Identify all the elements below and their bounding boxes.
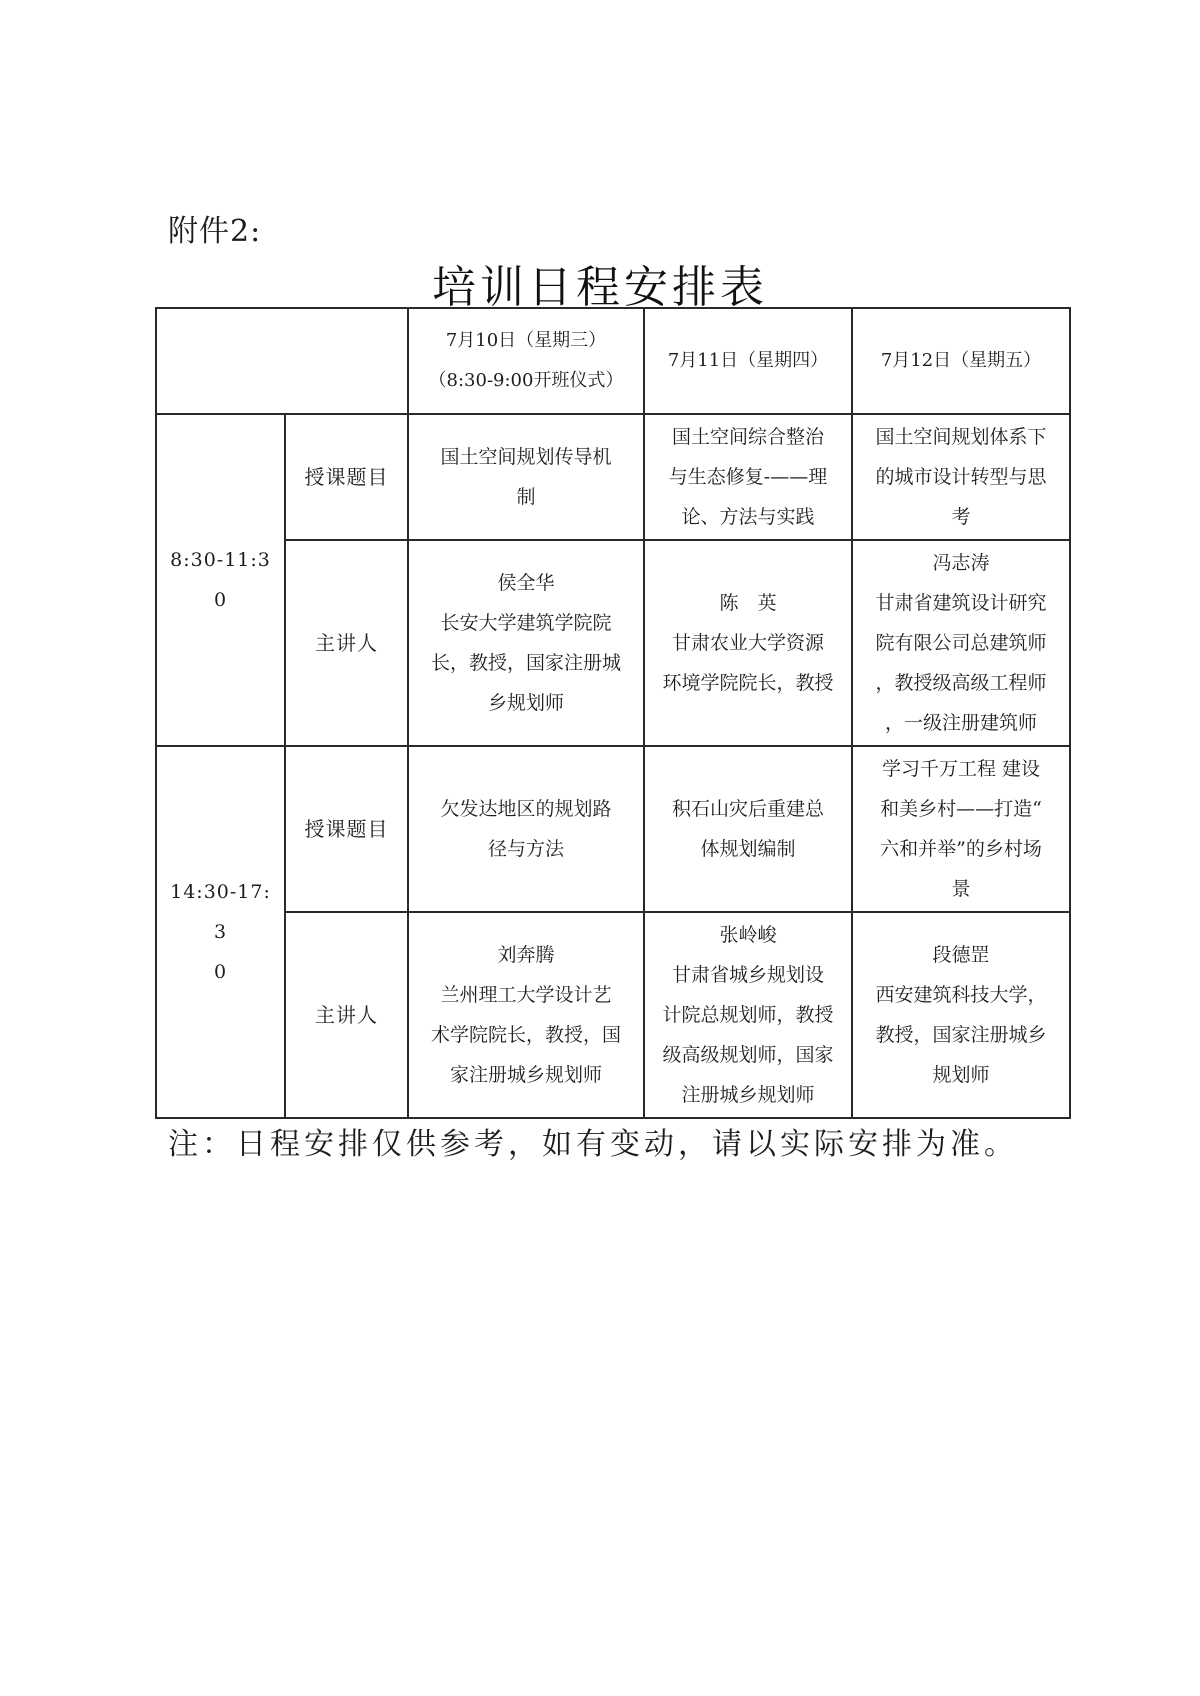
afternoon-topic-day3: 学习千万工程 建设 和美乡村——打造“ 六和并举”的乡村场 景 [852,746,1070,912]
afternoon-time-slot: 14:30-17:3 0 [156,746,285,1118]
morning-lecturer-day1: 侯全华 长安大学建筑学院院 长，教授，国家注册城 乡规划师 [408,540,644,746]
header-day3-cell: 7月12日（星期五） [852,308,1070,414]
morning-topic-day3: 国土空间规划体系下 的城市设计转型与思 考 [852,414,1070,540]
afternoon-lecturer-day3: 段德罡 西安建筑科技大学， 教授，国家注册城乡 规划师 [852,912,1070,1118]
morning-topic-day1: 国土空间规划传导机 制 [408,414,644,540]
afternoon-topic-day2: 积石山灾后重建总 体规划编制 [644,746,852,912]
attachment-label: 附件2: [168,214,262,249]
afternoon-lecturer-day2: 张岭峻 甘肃省城乡规划设 计院总规划师，教授 级高级规划师，国家 注册城乡规划师 [644,912,852,1118]
afternoon-lecturer-day1: 刘奔腾 兰州理工大学设计艺 术学院院长，教授，国 家注册城乡规划师 [408,912,644,1118]
header-row [156,308,1070,414]
header-corner-cell [156,308,408,414]
morning-lecturer-day3: 冯志涛 甘肃省建筑设计研究 院有限公司总建筑师 ，教授级高级工程师 ，一级注册建筑师 [852,540,1070,746]
header-day1-date: 7月10日（星期三） [445,330,607,351]
afternoon-lecturer-label: 主讲人 [285,912,408,1118]
header-day1-cell [408,308,644,414]
morning-topic-row [156,414,1070,540]
afternoon-topic-label: 授课题目 [285,746,408,912]
morning-lecturer-row [156,540,1070,746]
morning-lecturer-label: 主讲人 [285,540,408,746]
morning-topic-label: 授课题目 [285,414,408,540]
afternoon-topic-row [156,746,1070,912]
page-title: 培训日程安排表 [432,262,768,313]
header-day1-ceremony: （8:30-9:00开班仪式） [428,370,624,391]
afternoon-topic-day1: 欠发达地区的规划路 径与方法 [408,746,644,912]
schedule-table [155,307,1071,1119]
header-day2-cell: 7月11日（星期四） [644,308,852,414]
morning-lecturer-day2: 陈 英 甘肃农业大学资源 环境学院院长，教授 [644,540,852,746]
afternoon-lecturer-row [156,912,1070,1118]
schedule-note: 注：日程安排仅供参考，如有变动，请以实际安排为准。 [168,1127,1018,1162]
morning-time-slot: 8:30-11:30 [156,414,285,746]
morning-topic-day2: 国土空间综合整治 与生态修复-——理 论、方法与实践 [644,414,852,540]
